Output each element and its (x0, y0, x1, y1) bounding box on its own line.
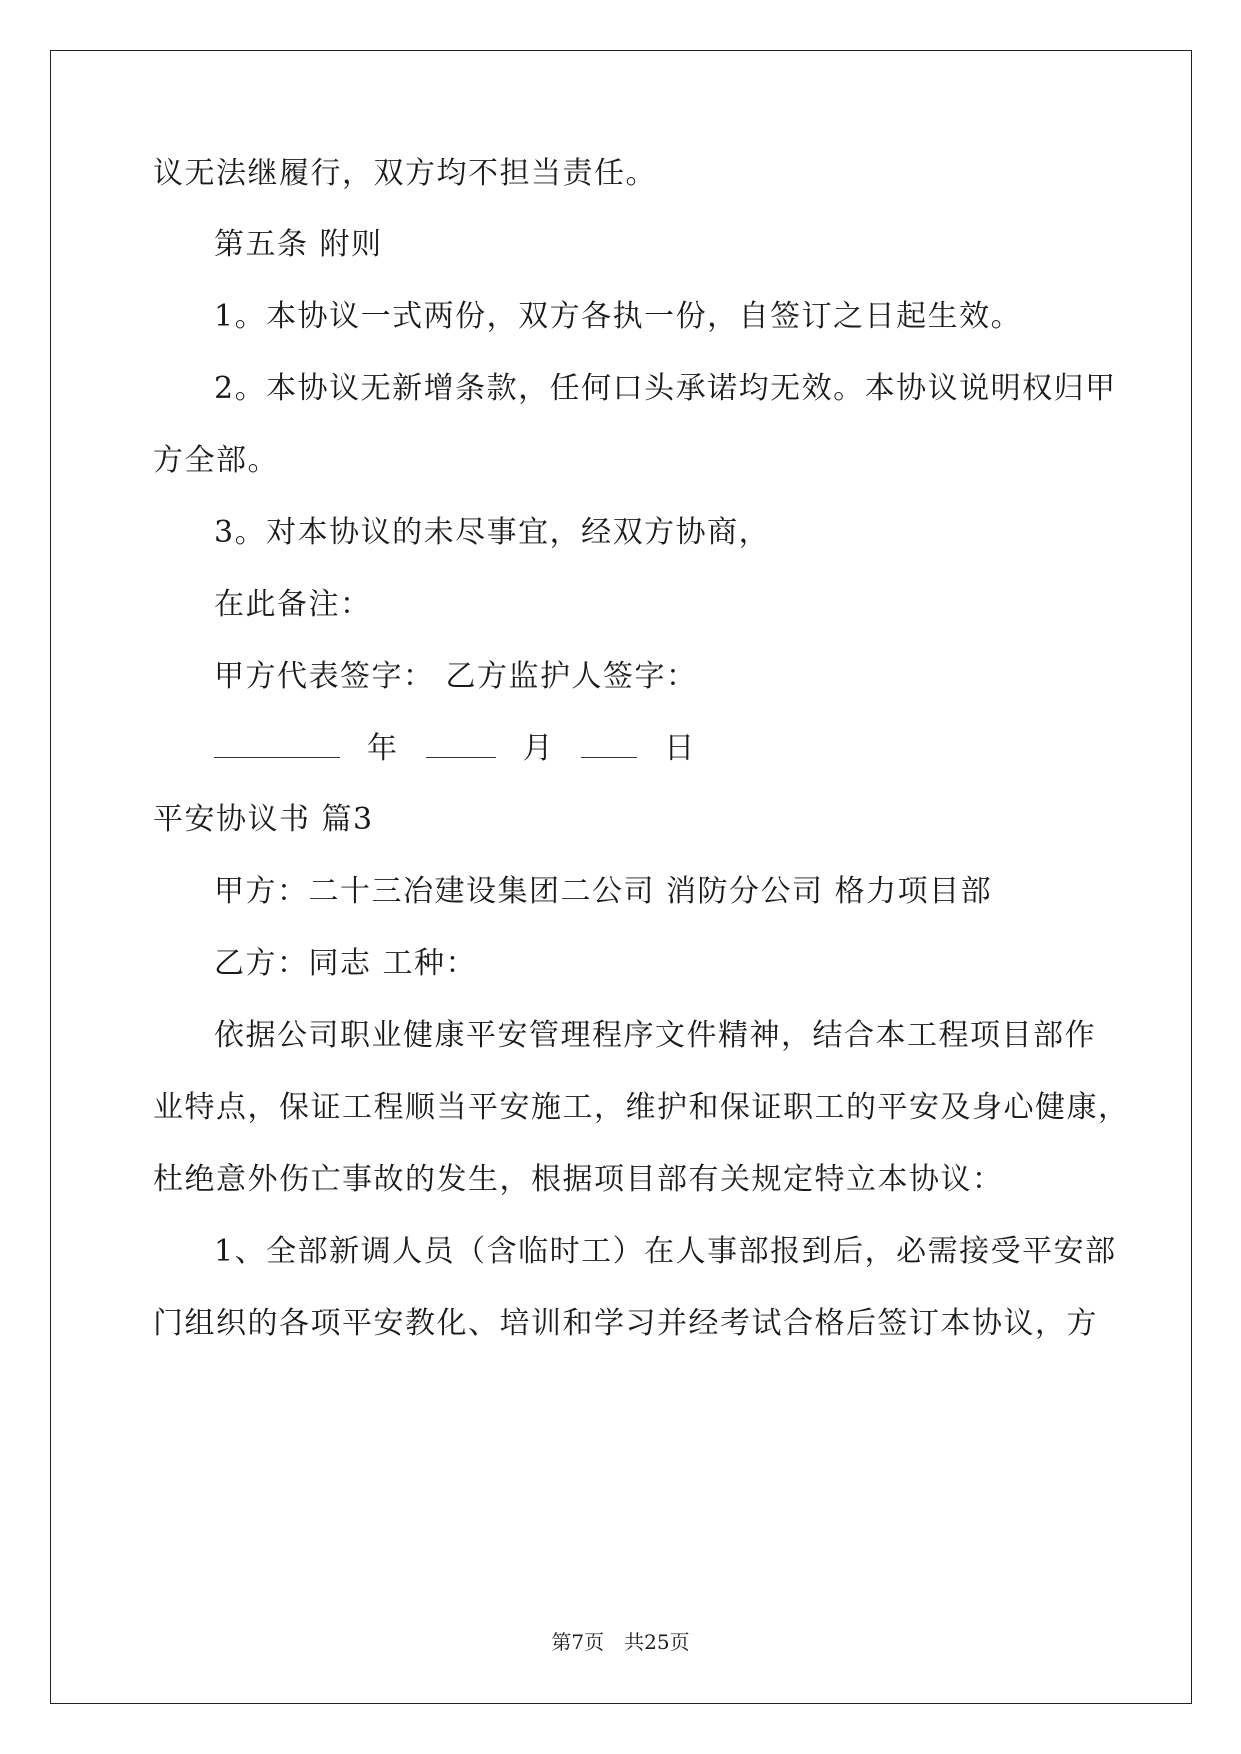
clause-3: 3。对本协议的未尽事宜，经双方协商， (214, 515, 771, 550)
day-blank (581, 729, 637, 758)
day-label: 日 (664, 731, 696, 766)
text-line-1: 议无法继履行，双方均不担当责任。 (153, 156, 657, 191)
party-a: 甲方：二十三冶建设集团二公司 消防分公司 格力项目部 (214, 874, 993, 909)
signature-line: 甲方代表签字： 乙方监护人签字： (214, 659, 698, 694)
page-number: 第7页 共25页 (551, 1630, 690, 1654)
paragraph-line-2: 业特点，保证工程顺当平安施工，维护和保证职工的平安及身心健康， (153, 1090, 1130, 1125)
item-1-line-1: 1、全部新调人员（含临时工）在人事部报到后，必需接受平安部 (214, 1234, 1117, 1269)
remark-label: 在此备注： (214, 587, 372, 622)
paragraph-line-3: 杜绝意外伤亡事故的发生，根据项目部有关规定特立本协议： (153, 1162, 1004, 1197)
date-line (214, 729, 712, 769)
clause-1: 1。本协议一式两份，双方各执一份，自签订之日起生效。 (214, 299, 1023, 334)
article-heading: 第五条 附则 (214, 227, 383, 262)
clause-2-cont: 方全部。 (153, 443, 279, 478)
section-title: 平安协议书 篇3 (153, 802, 374, 837)
item-1-line-2: 门组织的各项平安教化、培训和学习并经考试合格后签订本协议，方 (153, 1306, 1098, 1341)
year-blank (214, 729, 340, 758)
month-blank (426, 729, 496, 758)
month-label: 月 (522, 731, 555, 766)
clause-2: 2。本协议无新增条款，任何口头承诺均无效。本协议说明权归甲 (214, 371, 1117, 406)
paragraph-line-1: 依据公司职业健康平安管理程序文件精神，结合本工程项目部作 (214, 1018, 1096, 1053)
year-label: 年 (367, 731, 399, 766)
party-b: 乙方：同志 工种： (214, 946, 478, 981)
